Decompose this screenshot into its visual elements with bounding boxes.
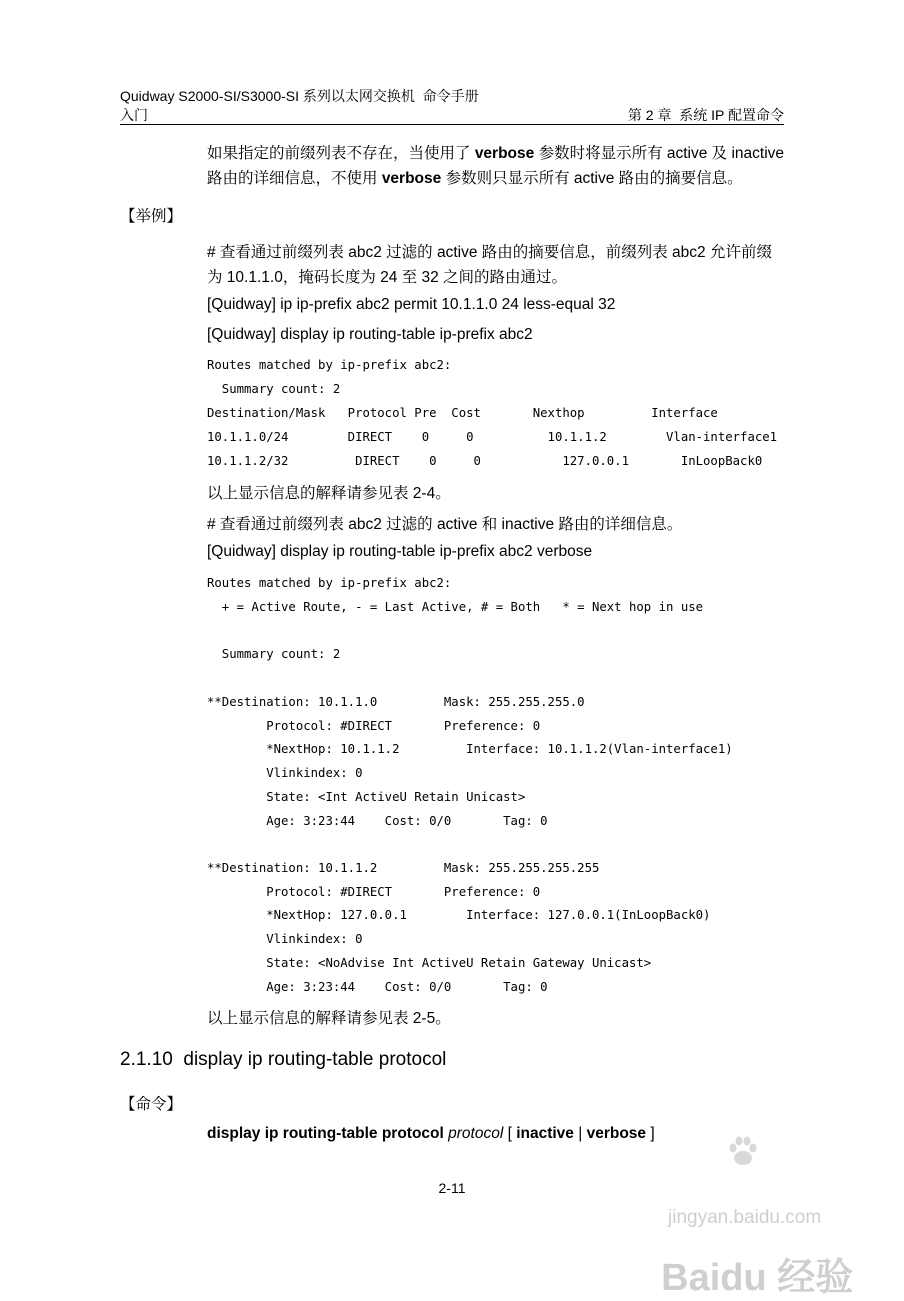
output-2-line: Vlinkindex: 0 [207,932,363,946]
output-1-line: Summary count: 2 [207,382,341,396]
header-chapter-right: 第 2 章 系统 IP 配置命令 [627,107,784,123]
output-2-line: Age: 3:23:44 Cost: 0/0 Tag: 0 [207,980,548,994]
output-2-line: Age: 3:23:44 Cost: 0/0 Tag: 0 [207,814,548,828]
output-2-line: *NextHop: 127.0.0.1 Interface: 127.0.0.1(InLoopBack0) [207,908,711,922]
example-desc-1-line-2: 为 10.1.1.0，掩码长度为 24 至 32 之间的路由通过。 [207,269,568,286]
example-command-1: [Quidway] ip ip-prefix abc2 permit 10.1.1.0 24 less-equal 32 [207,296,616,313]
output-2-line: State: <NoAdvise Int ActiveU Retain Gateway Unicast> [207,956,652,970]
example-label: 【举例】 [120,208,183,225]
intro-line-1: 如果指定的前缀列表不存在，当使用了 verbose 参数时将显示所有 active 及 inactive [207,145,785,162]
intro-line-2: 路由的详细信息，不使用 verbose 参数则只显示所有 active 路由的摘要信息。 [207,170,743,187]
page-number: 2-11 [438,1180,466,1196]
example-note-1: 以上显示信息的解释请参见表 2-4。 [207,485,451,502]
output-1-table-row: 10.1.1.0/24 DIRECT 0 0 10.1.1.2 Vlan-interface1 [207,430,778,444]
output-2-line: Summary count: 2 [207,647,341,661]
header-rule [120,124,784,125]
command-label: 【命令】 [120,1096,183,1113]
watermark-url: jingyan.baidu.com [668,1207,822,1228]
example-command-3: [Quidway] display ip routing-table ip-prefix abc2 verbose [207,543,593,560]
output-2-line: Protocol: #DIRECT Preference: 0 [207,719,541,733]
example-desc-2: # 查看通过前缀列表 abc2 过滤的 active 和 inactive 路由的详细信息。 [207,516,683,533]
output-1-table-header: Destination/Mask Protocol Pre Cost Nexthop Interface [207,406,718,420]
output-1-line: Routes matched by ip-prefix abc2: [207,358,452,372]
output-2-line: *NextHop: 10.1.1.2 Interface: 10.1.1.2(Vlan-interface1) [207,742,733,756]
section-title: 2.1.10 display ip routing-table protocol [120,1049,447,1070]
command-syntax: display ip routing-table protocol protocol [ inactive | verbose ] [207,1125,655,1142]
output-2-line: Vlinkindex: 0 [207,766,363,780]
header-title: Quidway S2000-SI/S3000-SI 系列以太网交换机 命令手册 [120,88,479,104]
paw-icon [726,1134,760,1168]
watermark-logo: Baidu 经验 [640,1160,853,1301]
output-2-line: Protocol: #DIRECT Preference: 0 [207,885,541,899]
output-2-line: + = Active Route, - = Last Active, # = Both * = Next hop in use [207,600,704,614]
example-note-2: 以上显示信息的解释请参见表 2-5。 [207,1010,451,1027]
output-2-line: **Destination: 10.1.1.0 Mask: 255.255.255.0 [207,695,585,709]
output-1-table-row: 10.1.1.2/32 DIRECT 0 0 127.0.0.1 InLoopBack0 [207,454,763,468]
output-2-line: State: <Int ActiveU Retain Unicast> [207,790,526,804]
header-section-left: 入门 [120,107,148,123]
example-command-2: [Quidway] display ip routing-table ip-prefix abc2 [207,326,533,343]
output-2-line: **Destination: 10.1.1.2 Mask: 255.255.255.255 [207,861,600,875]
output-2-line: Routes matched by ip-prefix abc2: [207,576,452,590]
example-desc-1-line-1: # 查看通过前缀列表 abc2 过滤的 active 路由的摘要信息，前缀列表 abc2 允许前缀 [207,244,772,261]
